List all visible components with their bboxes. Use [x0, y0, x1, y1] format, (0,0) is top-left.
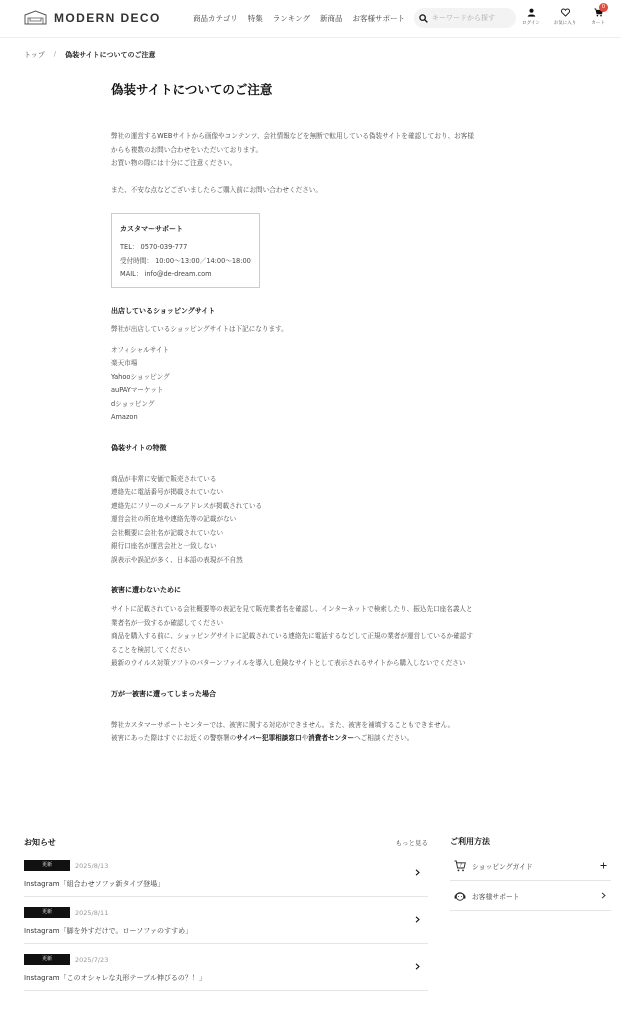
consumer-center-text: 消費者センター — [308, 734, 355, 742]
prevent-line: サイトに記載されている会社概要等の表記を見て販売業者名を確認し、インターネットで検索したり、振込先口座名義人と — [111, 605, 473, 613]
news-badge: 更新 — [24, 907, 70, 918]
logo[interactable] — [24, 10, 161, 25]
damage-text: や — [301, 734, 309, 742]
cyber-crime-window-text: サイバー犯罪相談窓口 — [236, 734, 302, 742]
cart-button[interactable] — [583, 4, 613, 26]
guide-section — [450, 836, 611, 911]
news-meta — [24, 954, 108, 965]
guide-title: ご利用方法 — [450, 837, 490, 846]
headset-icon — [454, 890, 466, 902]
breadcrumb — [24, 50, 156, 60]
cart-label: カート — [591, 21, 605, 26]
news-item[interactable] — [24, 897, 428, 944]
shops-section — [111, 306, 531, 425]
chevron-right-icon — [600, 892, 607, 899]
shop-item: オフィシャルサイト — [111, 345, 170, 354]
nav-item-support[interactable]: お客様サポート — [352, 14, 405, 23]
prevent-heading: 被害に遭わないために — [111, 586, 181, 594]
news-date: 2025/7/23 — [75, 955, 109, 964]
damage-text: へご相談ください。 — [354, 734, 414, 742]
feature-item: 運営会社の所在地や連絡先等の記載がない — [111, 515, 237, 523]
prevent-list — [111, 603, 531, 671]
prevent-line: ることを検討してください — [111, 645, 191, 654]
chevron-right-icon — [415, 916, 420, 923]
news-list — [24, 850, 428, 991]
shop-item: Amazon — [111, 413, 138, 421]
search-icon[interactable] — [419, 14, 428, 23]
features-list — [111, 473, 531, 568]
news-more-link[interactable]: もっと見る — [395, 838, 428, 847]
guide-item-shopping[interactable] — [450, 851, 611, 881]
intro-line-4: また、不安な点などございましたらご購入前にお問い合わせください。 — [111, 185, 322, 194]
news-date: 2025/8/13 — [75, 861, 109, 870]
nav-item-new[interactable]: 新商品 — [319, 14, 343, 23]
main-content — [111, 80, 531, 746]
features-section — [111, 443, 531, 568]
plus-icon — [600, 862, 607, 869]
news-meta — [24, 907, 108, 918]
user-icon — [527, 8, 536, 17]
news-text: Instagram「脚を外すだけで。ローソファのすすめ」 — [24, 927, 193, 935]
shop-item: Yahooショッピング — [111, 372, 170, 381]
damage-line-2 — [111, 732, 531, 746]
intro-line-3: お買い物の際には十分にご注意ください。 — [111, 159, 237, 167]
news-header — [24, 836, 428, 848]
logo-house-icon — [24, 10, 47, 25]
features-heading: 偽装サイトの特徴 — [111, 443, 167, 452]
breadcrumb-current: 偽装サイトについてのご注意 — [65, 51, 156, 59]
feature-item: 誤表示や誤記が多く、日本語の表現が不自然 — [111, 555, 243, 564]
damage-section — [111, 689, 531, 746]
damage-body — [111, 719, 531, 746]
guide-label: お客様サポート — [472, 892, 520, 901]
breadcrumb-home[interactable]: トップ — [24, 51, 45, 59]
chevron-right-icon — [415, 963, 420, 970]
news-badge: 更新 — [24, 954, 70, 965]
news-text: Instagram「このオシャレな丸形テーブル伸びるの？！」 — [24, 974, 206, 982]
breadcrumb-separator: / — [53, 50, 57, 58]
svg-text:?: ? — [459, 863, 462, 869]
search-box — [414, 8, 516, 28]
feature-item: 商品が非常に安価で販売されている — [111, 474, 217, 483]
site-header — [0, 0, 621, 38]
shop-item: auPAYマーケット — [111, 386, 164, 394]
nav-item-feature[interactable]: 特集 — [247, 14, 263, 23]
news-badge: 更新 — [24, 860, 70, 871]
prevent-line: 商品を購入する前に、ショッピングサイトに記載されている連絡先に電話するなどして正規の業者が運営しているか確認す — [111, 632, 473, 640]
news-section — [24, 836, 428, 991]
nav-item-ranking[interactable]: ランキング — [272, 14, 310, 23]
page-title: 偽装サイトについてのご注意 — [111, 82, 273, 97]
contact-tel[interactable]: TEL： 0570-039-777 — [120, 243, 188, 251]
news-text: Instagram「組合わせソファ新タイプ登場」 — [24, 880, 165, 888]
news-meta — [24, 860, 108, 871]
global-nav — [193, 13, 415, 24]
login-label: ログイン — [522, 21, 540, 26]
logo-text: MODERN DECO — [54, 10, 161, 25]
damage-line-1: 弊社カスタマーサポートセンターでは、被害に関する対応ができません。また、被害を補填することもできません。 — [111, 720, 455, 729]
login-button[interactable] — [516, 8, 546, 26]
feature-item: 銀行口座名が運営会社と一致しない — [111, 542, 217, 550]
favorite-label: お気に入り — [553, 21, 577, 26]
contact-hours: 受付時間： 10:00〜13:00／14:00〜18:00 — [120, 256, 251, 265]
contact-box — [111, 213, 260, 288]
cart-question-icon — [454, 860, 466, 872]
prevent-line: 最新のウイルス対策ソフトのパターンファイルを導入し危険なサイトとして表示されるサイトから購入しないでください — [111, 659, 466, 667]
heart-icon — [561, 8, 570, 17]
chevron-right-icon — [415, 869, 420, 876]
cart-count-badge: 0 — [599, 3, 608, 12]
shops-list — [111, 344, 531, 425]
guide-label: ショッピングガイド — [472, 862, 533, 871]
shop-item: 楽天市場 — [111, 359, 138, 367]
nav-item-category[interactable]: 商品カテゴリ — [193, 14, 238, 23]
news-item[interactable] — [24, 850, 428, 897]
guide-item-support[interactable] — [450, 881, 611, 911]
news-item[interactable] — [24, 944, 428, 991]
damage-heading: 万が一被害に遭ってしまった場合 — [111, 689, 216, 698]
contact-mail[interactable]: MAIL： info@de-dream.com — [120, 270, 212, 278]
damage-text: 被害にあった際はすぐにお近くの警察署の — [111, 734, 237, 742]
news-date: 2025/8/11 — [75, 908, 109, 917]
feature-item: 会社概要に会社名が記載されていない — [111, 528, 224, 537]
intro-line-1: 弊社の運営するWEBサイトから画像やコンテンツ、会社情報などを無断で転用している偽装サイトを確認しており、お客様 — [111, 132, 474, 140]
favorite-button[interactable] — [550, 8, 580, 26]
feature-item: 連絡先にフリーのメールアドレスが掲載されている — [111, 501, 263, 510]
shops-lead: 弊社が出店しているショッピングサイトは下記になります。 — [111, 325, 288, 333]
shop-item: dショッピング — [111, 399, 155, 408]
contact-title: カスタマーサポート — [120, 225, 183, 233]
feature-item: 連絡先に電話番号が掲載されていない — [111, 488, 224, 496]
search-input[interactable] — [432, 14, 512, 22]
intro-line-2: からも複数のお問い合わせをいただいております。 — [111, 145, 263, 154]
prevent-section — [111, 585, 531, 671]
news-title: お知らせ — [24, 837, 56, 847]
prevent-line: 業者名が一致するか確認してください — [111, 618, 224, 627]
shops-heading: 出店しているショッピングサイト — [111, 307, 216, 315]
